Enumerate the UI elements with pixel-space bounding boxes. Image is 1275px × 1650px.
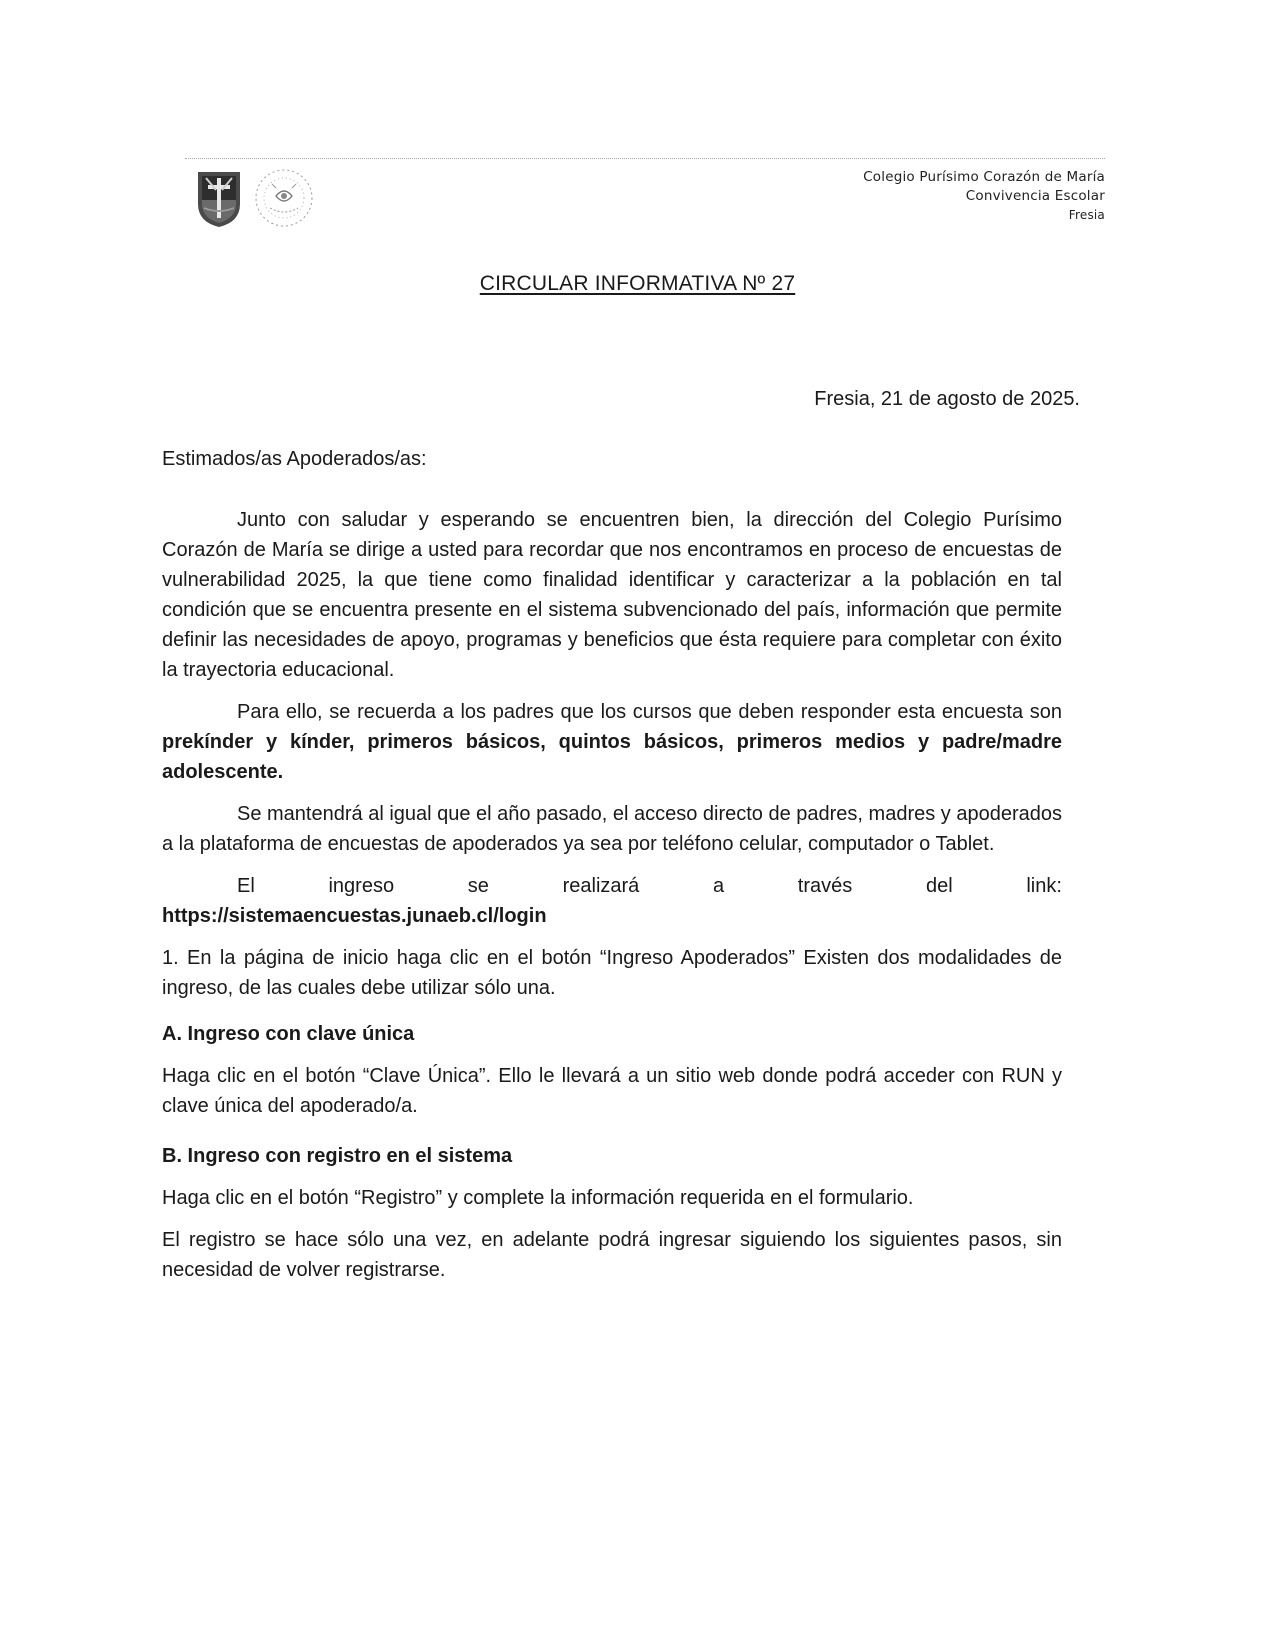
department-name: Convivencia Escolar (965, 188, 1105, 204)
paragraph-registro-note: El registro se hace sólo una vez, en adelante podrá ingresar siguiendo los siguientes pasos, sin necesidad de volver registrarse. (162, 1229, 1062, 1281)
link-intro-word: realizará (562, 875, 640, 897)
letter-body (162, 505, 1062, 1297)
school-seal-emblem (252, 166, 316, 230)
link-intro-word: se (467, 875, 489, 897)
link-intro-word: link: (1026, 875, 1062, 897)
link-intro-word: a (712, 875, 725, 897)
circular-title: CIRCULAR INFORMATIVA Nº 27 (479, 272, 796, 295)
heading-registro: B. Ingreso con registro en el sistema (162, 1145, 513, 1167)
paragraph-registro: Haga clic en el botón “Registro” y complete la información requerida en el formulario. (162, 1187, 914, 1209)
heading-clave-unica: A. Ingreso con clave única (162, 1023, 415, 1045)
header-divider (185, 158, 1105, 159)
link-intro-word: El (237, 875, 255, 897)
letter-date: Fresia, 21 de agosto de 2025. (814, 388, 1080, 410)
paragraph-courses (162, 697, 1062, 787)
courses-intro-text: Para ello, se recuerda a los padres que los cursos que deben responder esta encuesta son (237, 701, 1062, 723)
school-info-block (863, 168, 1105, 225)
survey-link[interactable]: https://sistemaencuestas.junaeb.cl/login (162, 905, 547, 927)
school-name: Colegio Purísimo Corazón de María (863, 169, 1105, 185)
link-intro-word: del (925, 875, 953, 897)
paragraph-clave-unica: Haga clic en el botón “Clave Única”. Ello le llevará a un sitio web donde podrá acceder con RUN y clave única del apoderado/a. (162, 1065, 1062, 1117)
courses-list: prekínder y kínder, primeros básicos, quintos básicos, primeros medios y padre/madre adolescente. (162, 731, 1062, 783)
school-crest-logo (196, 170, 242, 228)
paragraph-intro: Junto con saludar y esperando se encuentren bien, la dirección del Colegio Purísimo Corazón de María se dirige a usted para recordar que nos encontramos en proceso de encuestas de vulnerabilidad 2025, la que tiene como finalidad identificar y caracterizar a la población en tal condición que se encuentra presente en el sistema subvencionado del país, información que permite definir las necesidades de apoyo, programas y beneficios que ésta requiere para completar con éxito la trayectoria educacional. (162, 509, 1062, 681)
paragraph-step-1: 1. En la página de inicio haga clic en el botón “Ingreso Apoderados” Existen dos modalidades de ingreso, de las cuales debe utilizar sólo una. (162, 947, 1062, 999)
greeting: Estimados/as Apoderados/as: (162, 448, 427, 470)
link-intro-word: través (797, 875, 853, 897)
paragraph-access: Se mantendrá al igual que el año pasado, el acceso directo de padres, madres y apoderados a la plataforma de encuestas de apoderados ya sea por teléfono celular, computador o Tablet. (162, 803, 1062, 855)
link-intro-word: ingreso (328, 875, 395, 897)
city-name: Fresia (1068, 208, 1105, 222)
link-intro-line (162, 871, 1062, 901)
